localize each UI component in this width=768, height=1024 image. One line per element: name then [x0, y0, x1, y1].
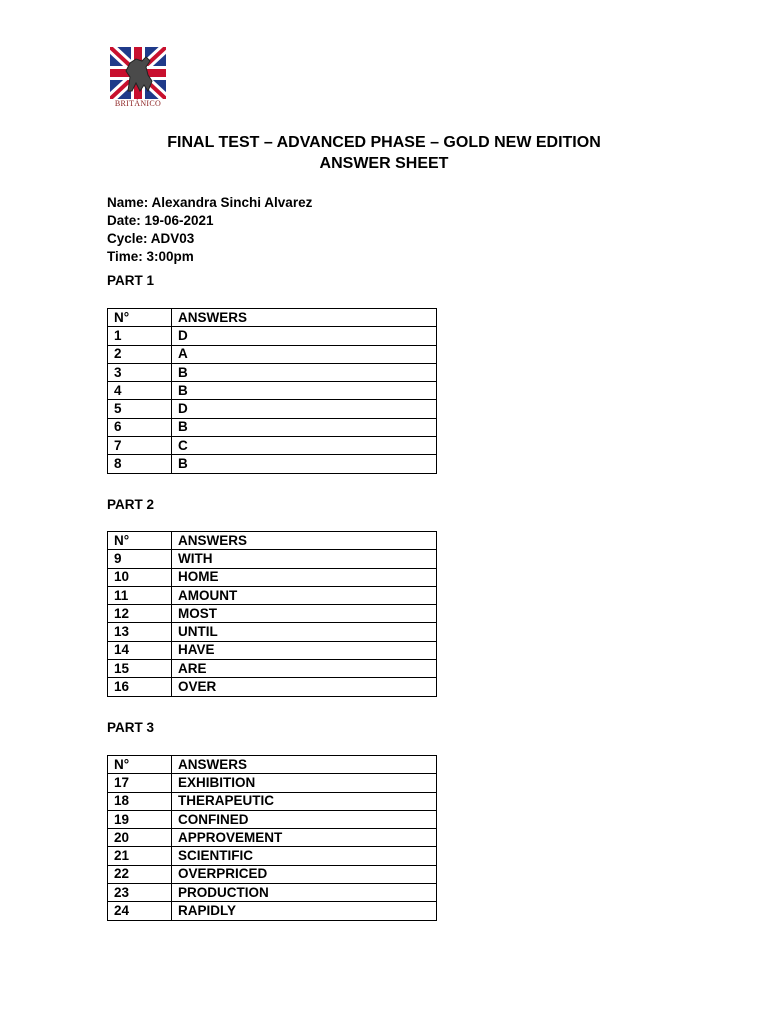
table-row [108, 345, 437, 363]
cycle-line: Cycle: ADV03 [107, 231, 195, 246]
question-number-cell: N° [108, 309, 172, 327]
table-row [108, 550, 437, 568]
question-number-cell: 1 [108, 327, 172, 345]
question-number-cell: 2 [108, 345, 172, 363]
answer-cell: D [172, 327, 437, 345]
question-number-cell: 15 [108, 660, 172, 678]
answer-cell: UNTIL [172, 623, 437, 641]
question-number-cell: N° [108, 532, 172, 550]
answer-cell: EXHIBITION [172, 774, 437, 792]
table-row [108, 455, 437, 473]
table-header-row [108, 756, 437, 774]
answer-cell: HOME [172, 568, 437, 586]
table-row [108, 774, 437, 792]
part-label: PART 1 [107, 273, 155, 288]
answer-cell: THERAPEUTIC [172, 792, 437, 810]
page-subtitle: ANSWER SHEET [319, 155, 449, 172]
question-number-cell: 22 [108, 865, 172, 883]
answer-cell: MOST [172, 605, 437, 623]
answer-cell: WITH [172, 550, 437, 568]
answer-cell: D [172, 400, 437, 418]
answer-cell: ANSWERS [172, 309, 437, 327]
date-line: Date: 19-06-2021 [107, 213, 214, 228]
question-number-cell: 5 [108, 400, 172, 418]
table-row [108, 810, 437, 828]
answer-table [107, 531, 437, 697]
part-label: PART 2 [107, 497, 155, 512]
question-number-cell: 9 [108, 550, 172, 568]
question-number-cell: N° [108, 756, 172, 774]
table-row [108, 829, 437, 847]
answer-cell: OVERPRICED [172, 865, 437, 883]
table-header-row [108, 309, 437, 327]
answer-cell: ANSWERS [172, 756, 437, 774]
question-number-cell: 21 [108, 847, 172, 865]
question-number-cell: 7 [108, 437, 172, 455]
table-row [108, 865, 437, 883]
table-row [108, 884, 437, 902]
table-row [108, 792, 437, 810]
table-row [108, 382, 437, 400]
table-row [108, 363, 437, 381]
question-number-cell: 8 [108, 455, 172, 473]
answer-cell: CONFINED [172, 810, 437, 828]
answer-cell: SCIENTIFIC [172, 847, 437, 865]
question-number-cell: 14 [108, 641, 172, 659]
answer-cell: OVER [172, 678, 437, 696]
answer-cell: B [172, 455, 437, 473]
part-label: PART 3 [107, 720, 155, 735]
question-number-cell: 10 [108, 568, 172, 586]
answer-cell: B [172, 363, 437, 381]
time-line: Time: 3:00pm [107, 249, 194, 264]
table-row [108, 568, 437, 586]
table-row [108, 400, 437, 418]
student-info [107, 194, 312, 266]
table-row [108, 902, 437, 920]
britanico-logo [110, 47, 166, 115]
question-number-cell: 19 [108, 810, 172, 828]
question-number-cell: 3 [108, 363, 172, 381]
question-number-cell: 4 [108, 382, 172, 400]
table-row [108, 641, 437, 659]
table-header-row [108, 532, 437, 550]
name-line: Name: Alexandra Sinchi Alvarez [107, 195, 313, 210]
question-number-cell: 24 [108, 902, 172, 920]
answer-cell: HAVE [172, 641, 437, 659]
table-row [108, 586, 437, 604]
table-row [108, 437, 437, 455]
answer-cell: ANSWERS [172, 532, 437, 550]
question-number-cell: 16 [108, 678, 172, 696]
question-number-cell: 6 [108, 418, 172, 436]
table-row [108, 660, 437, 678]
question-number-cell: 23 [108, 884, 172, 902]
table-row [108, 678, 437, 696]
union-jack-lion-icon [110, 47, 166, 99]
page-title: FINAL TEST – ADVANCED PHASE – GOLD NEW EDITION [167, 134, 601, 151]
answer-cell: PRODUCTION [172, 884, 437, 902]
answer-cell: AMOUNT [172, 586, 437, 604]
answer-cell: B [172, 382, 437, 400]
table-row [108, 327, 437, 345]
answer-table [107, 308, 437, 474]
table-row [108, 605, 437, 623]
answer-cell: B [172, 418, 437, 436]
logo-text: BRITÁNICO [114, 99, 162, 108]
answer-cell: ARE [172, 660, 437, 678]
question-number-cell: 20 [108, 829, 172, 847]
answer-cell: A [172, 345, 437, 363]
answer-cell: APPROVEMENT [172, 829, 437, 847]
answer-cell: C [172, 437, 437, 455]
question-number-cell: 12 [108, 605, 172, 623]
question-number-cell: 13 [108, 623, 172, 641]
question-number-cell: 18 [108, 792, 172, 810]
table-row [108, 623, 437, 641]
table-row [108, 847, 437, 865]
question-number-cell: 11 [108, 586, 172, 604]
question-number-cell: 17 [108, 774, 172, 792]
answer-cell: RAPIDLY [172, 902, 437, 920]
table-row [108, 418, 437, 436]
answer-table [107, 755, 437, 921]
